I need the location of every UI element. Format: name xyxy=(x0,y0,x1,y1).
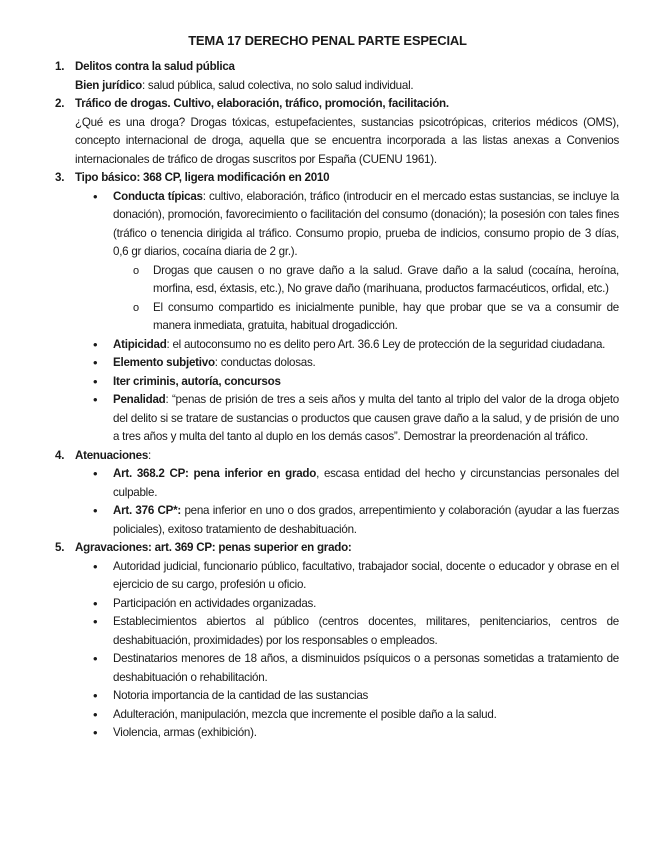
section-number: 5. xyxy=(55,541,65,554)
term-label: Conducta típicas xyxy=(113,189,203,203)
sub-list-item xyxy=(55,262,619,299)
heading-colon: : xyxy=(148,448,152,462)
section-number: 2. xyxy=(55,97,65,110)
term-label: Atipicidad xyxy=(113,337,167,351)
term-label: Art. 368.2 CP: pena inferior en grado xyxy=(113,467,317,480)
section-number: 4. xyxy=(55,448,65,462)
body-text: : cultivo, elaboración, tráfico (introducir en el mercado estas sustancias, se incluye la donación), promoción, favorecimiento o facilitación del consumo (donación); la posesión con tales fines (tráfico o tenencia dirigida al tráfico. Consumo propio, prueba de indicios, consumo propio de 3 días, 0,6 gr diarios, cocaína diaria de 2 gr.). xyxy=(113,189,619,258)
section-3-bullets xyxy=(55,188,619,447)
section-number: 3. xyxy=(55,171,65,184)
section-5 xyxy=(55,539,619,558)
term-label: Art. 376 CP*: xyxy=(113,504,181,517)
body-text: : el autoconsumo no es delito pero Art. 36.6 Ley de protección de la seguridad ciudadana. xyxy=(166,337,606,351)
body-text: : salud pública, salud colectiva, no solo salud individual. xyxy=(141,78,414,92)
list-item: • Destinatarios menores de 18 años, a disminuidos psíquicos o a personas sometidas a tratamiento de deshabituación o rehabilitación. xyxy=(55,650,619,687)
body-text: El consumo compartido es inicialmente punible, hay que probar que se va a consumir de manera inmediata, gratuita, habitual drogadicción. xyxy=(153,300,619,332)
list-item xyxy=(55,502,619,539)
section-heading: Tipo básico: 368 CP, ligera modificación en 2010 xyxy=(75,171,330,184)
section-heading: Delitos contra la salud pública xyxy=(75,60,235,73)
term-label: Iter criminis, autoría, concursos xyxy=(113,374,281,388)
section-body xyxy=(75,77,619,96)
section-heading: Atenuaciones xyxy=(75,448,149,462)
term-label: Elemento subjetivo xyxy=(113,356,215,369)
section-2 xyxy=(55,95,619,169)
list-item: • Adulteración, manipulación, mezcla que incremente el posible daño a la salud. xyxy=(55,706,619,725)
document-title: TEMA 17 DERECHO PENAL PARTE ESPECIAL xyxy=(188,33,467,48)
list-item: • Notoria importancia de la cantidad de las sustancias xyxy=(55,687,619,706)
term-label: Bien jurídico xyxy=(75,78,142,92)
section-5-bullets xyxy=(55,558,619,743)
list-item xyxy=(55,188,619,262)
body-text: Drogas que causen o no grave daño a la salud. Grave daño a la salud (cocaína, heroína, morfina, esd, éxtasis, etc.), No grave daño (marihuana, productos farmacéuticos, orfidal, etc.) xyxy=(153,263,619,295)
list-item xyxy=(55,373,619,392)
document-body xyxy=(55,58,619,743)
list-item xyxy=(55,391,619,447)
section-1 xyxy=(55,58,619,95)
body-text: : conductas dolosas. xyxy=(214,356,316,369)
body-text: , escasa entidad del hecho y circunstancias personales del culpable. xyxy=(113,467,619,499)
sub-list-item xyxy=(55,299,619,336)
list-item xyxy=(55,465,619,502)
section-heading: Agravaciones: art. 369 CP: penas superior en grado: xyxy=(75,541,352,554)
list-item: • Participación en actividades organizadas. xyxy=(55,595,619,614)
list-item: • Violencia, armas (exhibición). xyxy=(55,724,619,743)
list-item: • Establecimientos abiertos al público (centros docentes, militares, penitenciarios, centros de deshabituación, proximidades) por los responsables o empleados. xyxy=(55,613,619,650)
body-text: : “penas de prisión de tres a seis años y multa del tanto al triplo del valor de la droga objeto del delito si se tratare de sustancias o productos que causen grave daño a la salud, y de prisión de uno a tres años y multa del tanto al duplo en los demás casos”. Demostrar la preordenación al tráfico. xyxy=(113,393,619,443)
section-4 xyxy=(55,447,619,466)
section-4-bullets xyxy=(55,465,619,539)
section-heading: Tráfico de drogas. Cultivo, elaboración, tráfico, promoción, facilitación. xyxy=(75,97,449,110)
list-item xyxy=(55,336,619,355)
section-3 xyxy=(55,169,619,188)
section-number: 1. xyxy=(55,60,65,73)
list-item xyxy=(55,354,619,373)
body-text: pena inferior en uno o dos grados, arrepentimiento y colaboración (ayudar a las fuerzas policiales), exitoso tratamiento de deshabituación. xyxy=(113,504,619,536)
list-item: • Autoridad judicial, funcionario público, facultativo, trabajador social, docente o educador y obrase en el ejercicio de su cargo, profesión u oficio. xyxy=(55,558,619,595)
section-body: ¿Qué es una droga? Drogas tóxicas, estupefacientes, sustancias psicotrópicas, criterios médicos (OMS), concepto internacional de droga, aquella que se encuentra incorporada a las listas anexas a Convenios internacionales de tráfico de drogas suscritos por España (CUENU 1961). xyxy=(75,115,619,166)
term-label: Penalidad xyxy=(113,393,166,406)
